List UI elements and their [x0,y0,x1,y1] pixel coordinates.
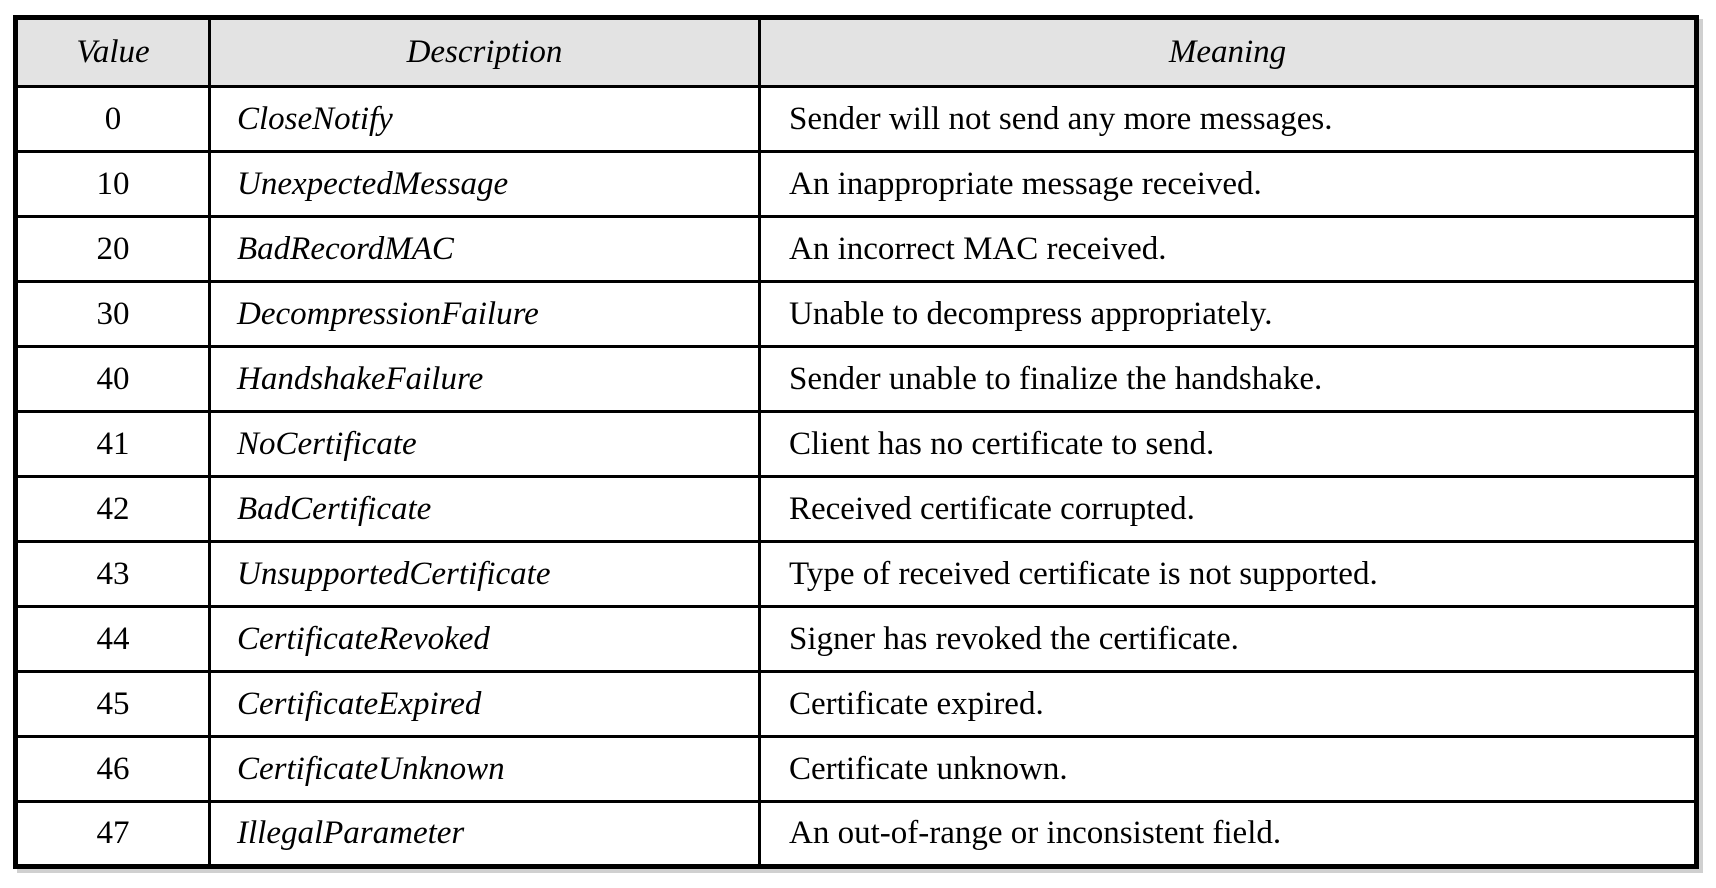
cell-description: UnsupportedCertificate [210,542,760,607]
table-row [16,737,1697,802]
cell-description: CertificateRevoked [210,607,760,672]
cell-meaning: Type of received certificate is not supported. [760,542,1697,607]
table-row [16,607,1697,672]
table-header-row [16,18,1697,87]
column-header-meaning: Meaning [760,18,1697,87]
table-row [16,282,1697,347]
table-body [16,87,1697,867]
cell-description: BadCertificate [210,477,760,542]
cell-description: HandshakeFailure [210,347,760,412]
cell-description: NoCertificate [210,412,760,477]
cell-description: CertificateUnknown [210,737,760,802]
cell-value: 47 [16,802,210,867]
column-header-value: Value [16,18,210,87]
cell-value: 44 [16,607,210,672]
cell-value: 0 [16,87,210,152]
cell-meaning: Received certificate corrupted. [760,477,1697,542]
table-row [16,802,1697,867]
cell-meaning: Client has no certificate to send. [760,412,1697,477]
table-row [16,87,1697,152]
table-row [16,477,1697,542]
cell-description: CloseNotify [210,87,760,152]
cell-description: DecompressionFailure [210,282,760,347]
cell-meaning: An incorrect MAC received. [760,217,1697,282]
cell-meaning: Sender unable to finalize the handshake. [760,347,1697,412]
cell-value: 20 [16,217,210,282]
cell-meaning: Sender will not send any more messages. [760,87,1697,152]
cell-value: 41 [16,412,210,477]
table-row [16,672,1697,737]
table-row [16,152,1697,217]
table-row [16,412,1697,477]
cell-meaning: Certificate unknown. [760,737,1697,802]
cell-value: 46 [16,737,210,802]
cell-description: UnexpectedMessage [210,152,760,217]
table-row [16,542,1697,607]
cell-value: 10 [16,152,210,217]
cell-description: CertificateExpired [210,672,760,737]
alert-codes-table [13,15,1699,869]
cell-value: 40 [16,347,210,412]
cell-meaning: An inappropriate message received. [760,152,1697,217]
cell-description: BadRecordMAC [210,217,760,282]
table-row [16,217,1697,282]
cell-description: IllegalParameter [210,802,760,867]
cell-meaning: Unable to decompress appropriately. [760,282,1697,347]
cell-value: 30 [16,282,210,347]
cell-value: 43 [16,542,210,607]
cell-value: 45 [16,672,210,737]
cell-meaning: An out-of-range or inconsistent field. [760,802,1697,867]
cell-value: 42 [16,477,210,542]
cell-meaning: Certificate expired. [760,672,1697,737]
cell-meaning: Signer has revoked the certificate. [760,607,1697,672]
table-row [16,347,1697,412]
column-header-description: Description [210,18,760,87]
